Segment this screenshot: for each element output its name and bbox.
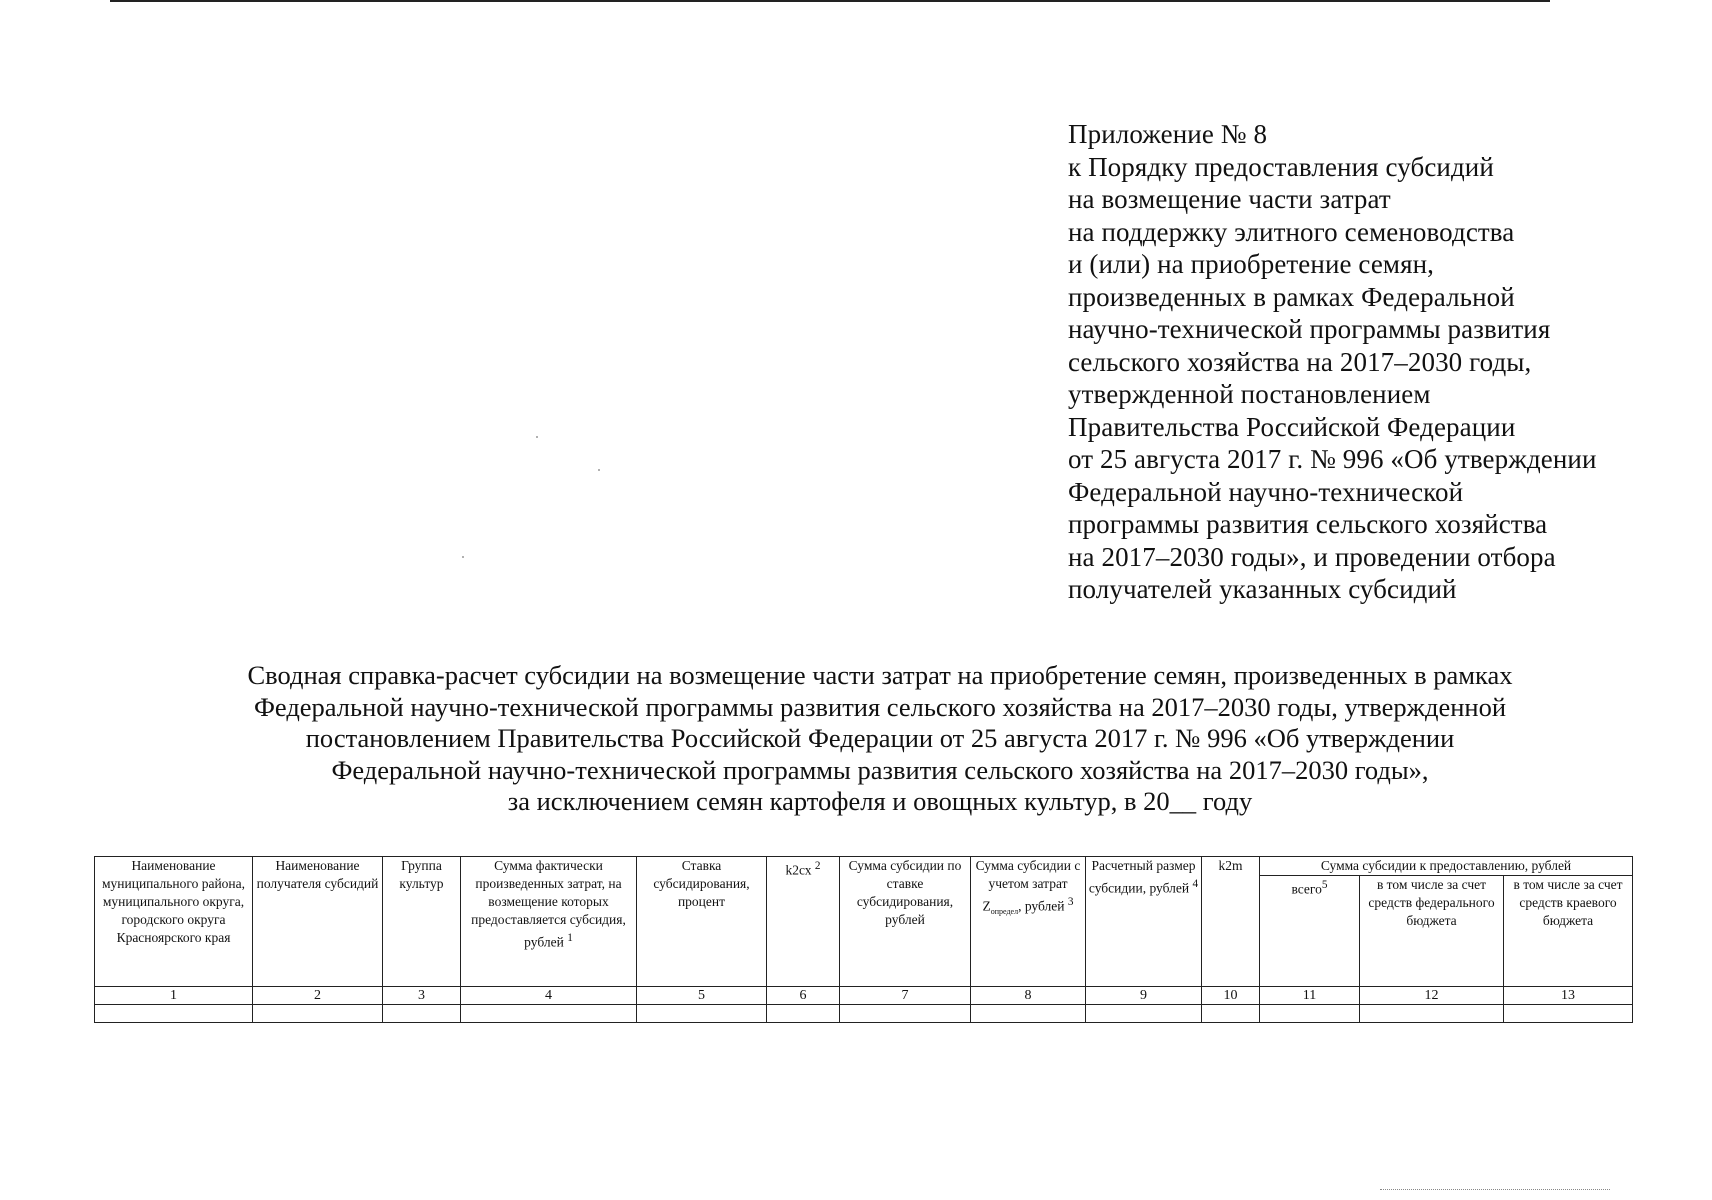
column-number: 6 — [767, 987, 840, 1005]
title-line: Сводная справка-расчет субсидии на возмещение части затрат на приобретение семян, произведенных в рамках — [247, 660, 1513, 690]
document-title — [140, 660, 1620, 818]
column-number: 1 — [95, 987, 253, 1005]
appendix-line: на 2017–2030 годы», и проведении отбора — [1068, 541, 1556, 572]
header-federal-budget: в том числе за счет средств федерального бюджета — [1360, 876, 1504, 987]
column-numbers-row — [95, 987, 1633, 1005]
table-cell — [971, 1005, 1086, 1023]
calculation-table — [94, 856, 1633, 1023]
table-cell — [1202, 1005, 1260, 1023]
header-crop-group: Группа культур — [383, 857, 461, 987]
header-calculated-amount: Расчетный размер субсидии, рублей $^4$ — [1086, 857, 1202, 987]
column-number: 7 — [840, 987, 971, 1005]
column-number: 4 — [461, 987, 637, 1005]
appendix-line: Правительства Российской Федерации — [1068, 411, 1516, 442]
header-k2m: k2m — [1202, 857, 1260, 987]
appendix-line: и (или) на приобретение семян, — [1068, 249, 1435, 279]
scan-speck — [536, 436, 538, 438]
appendix-line: научно-технической программы развития — [1068, 314, 1551, 344]
column-number: 13 — [1504, 987, 1633, 1005]
empty-data-row — [95, 1005, 1633, 1023]
header-subsidy-by-rate: Сумма субсидии по ставке субсидирования, рублей — [840, 857, 971, 987]
appendix-line: сельского хозяйства на 2017–2030 годы, — [1068, 346, 1532, 377]
scan-speck — [598, 469, 600, 471]
scan-speck — [462, 556, 464, 558]
appendix-line: на возмещение части затрат — [1068, 184, 1391, 214]
top-border-line — [110, 0, 1550, 2]
title-line: постановлением Правительства Российской Федерации от 25 августа 2017 г. № 996 «Об утверждении — [305, 723, 1455, 754]
table-cell — [637, 1005, 767, 1023]
appendix-line: программы развития сельского хозяйства — [1068, 509, 1548, 539]
table-cell — [1260, 1005, 1360, 1023]
header-subsidy-rate: Ставка субсидирования, процент — [637, 857, 767, 987]
appendix-line: получателей указанных субсидий — [1068, 574, 1457, 604]
appendix-line: Приложение № 8 — [1068, 119, 1268, 149]
header-subsidy-with-costs: Сумма субсидии с учетом затрат $Z_{определ}$, рублей $^3$ — [971, 857, 1086, 987]
title-line: за исключением семян картофеля и овощных культур, в 20__ году — [507, 786, 1253, 817]
column-number: 2 — [253, 987, 383, 1005]
header-subsidy-to-provide: Сумма субсидии к предоставлению, рублей — [1260, 857, 1633, 876]
header-district: Наименование муниципального района, муниципального округа, городского округа Красноярского края — [95, 857, 253, 987]
appendix-line: Федеральной научно-технической — [1068, 476, 1464, 507]
appendix-line: произведенных в рамках Федеральной — [1068, 281, 1515, 312]
table-cell — [253, 1005, 383, 1023]
appendix-line: от 25 августа 2017 г. № 996 «Об утверждении — [1068, 444, 1597, 474]
title-line: Федеральной научно-технической программы развития сельского хозяйства на 2017–2030 годы», — [331, 754, 1429, 785]
column-number: 12 — [1360, 987, 1504, 1005]
scan-edge-mark — [1380, 1189, 1610, 1191]
column-number: 8 — [971, 987, 1086, 1005]
table-cell — [840, 1005, 971, 1023]
appendix-line: к Порядку предоставления субсидий — [1068, 151, 1494, 182]
appendix-line: утвержденной постановлением — [1068, 379, 1431, 409]
header-actual-costs: Сумма фактически произведенных затрат, на возмещение которых предоставляется субсидия, рублей $^1$ — [461, 857, 637, 987]
appendix-header — [1068, 118, 1668, 606]
column-number: 9 — [1086, 987, 1202, 1005]
table-cell — [383, 1005, 461, 1023]
table-cell — [767, 1005, 840, 1023]
column-number: 11 — [1260, 987, 1360, 1005]
table-cell — [1360, 1005, 1504, 1023]
column-number: 5 — [637, 987, 767, 1005]
header-k2sh: k2сх $^2$ — [767, 857, 840, 987]
table-cell — [95, 1005, 253, 1023]
table-cell — [1086, 1005, 1202, 1023]
column-number: 10 — [1202, 987, 1260, 1005]
table-cell — [461, 1005, 637, 1023]
appendix-line: на поддержку элитного семеноводства — [1068, 216, 1515, 247]
header-total: всего$^5$ — [1260, 876, 1360, 987]
header-recipient: Наименование получателя субсидий — [253, 857, 383, 987]
table-cell — [1504, 1005, 1633, 1023]
header-regional-budget: в том числе за счет средств краевого бюджета — [1504, 876, 1633, 987]
title-line: Федеральной научно-технической программы развития сельского хозяйства на 2017–2030 годы, утвержденной — [253, 691, 1507, 722]
column-number: 3 — [383, 987, 461, 1005]
